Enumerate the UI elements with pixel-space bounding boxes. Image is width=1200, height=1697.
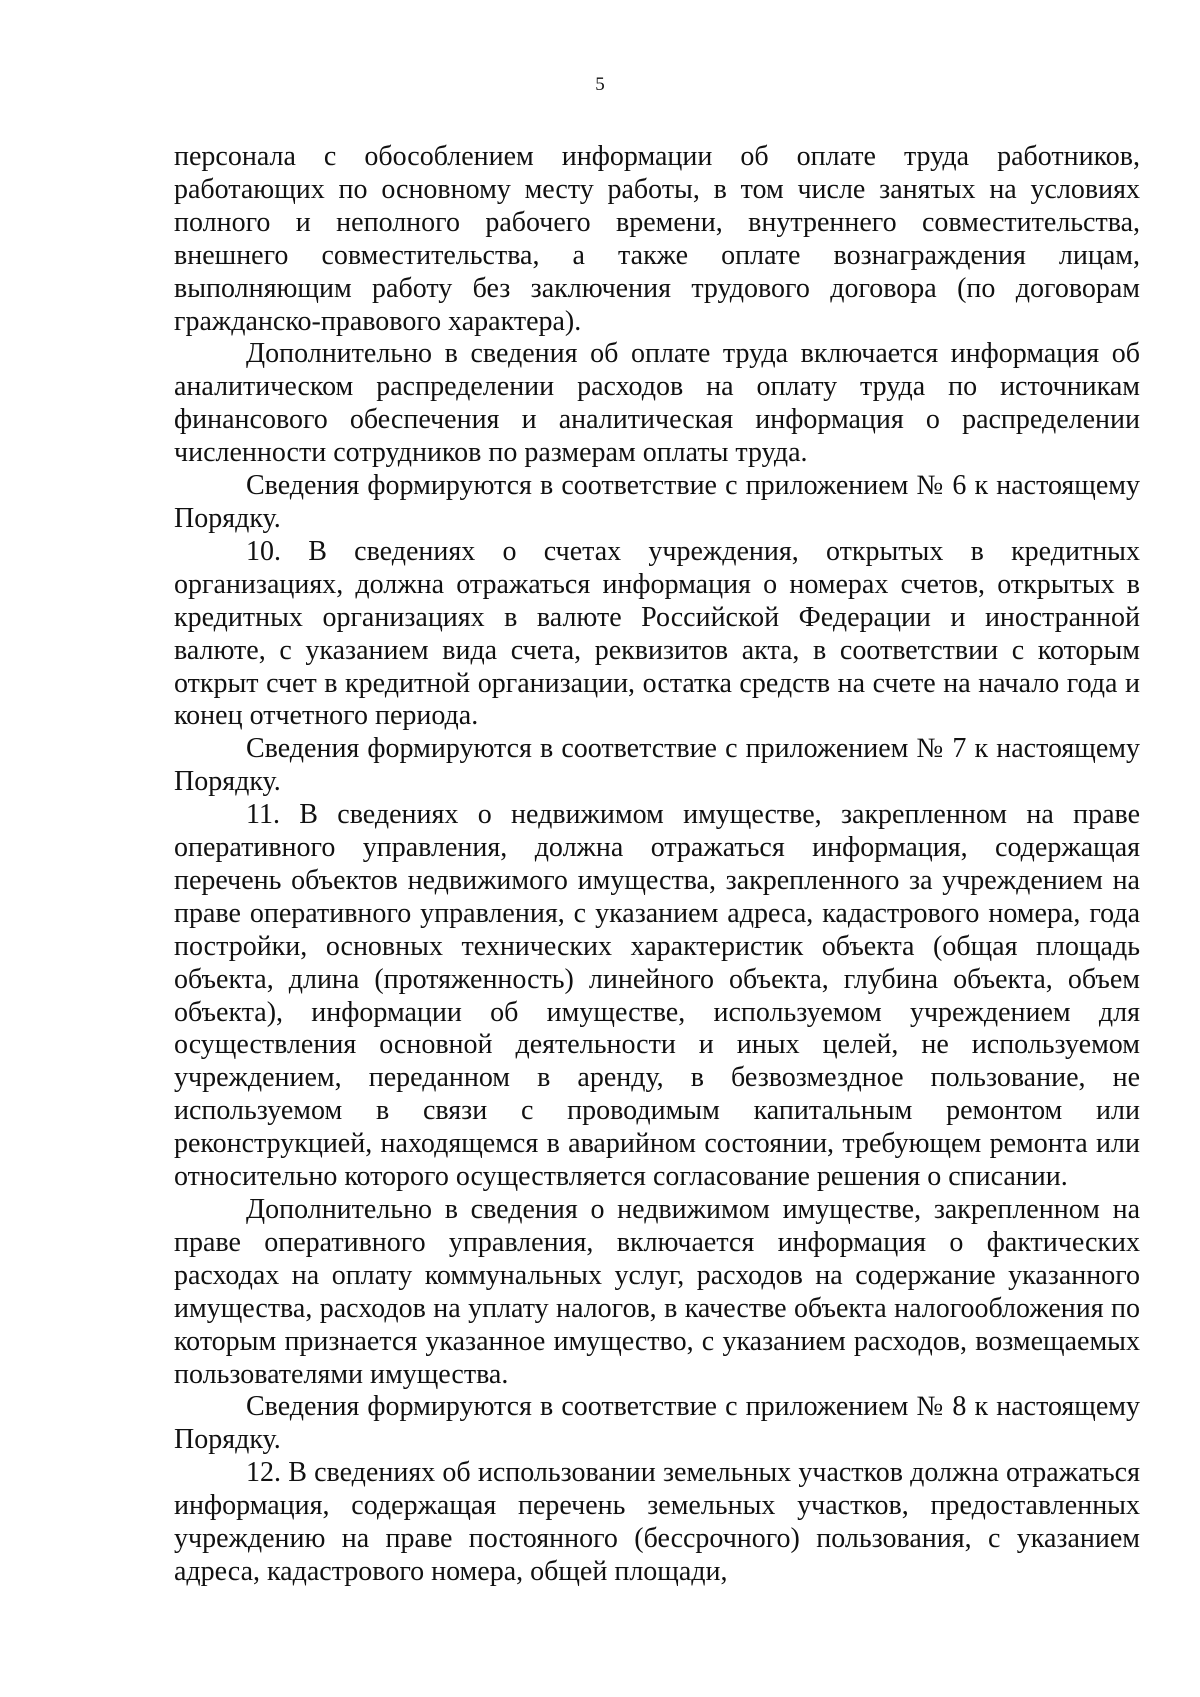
paragraph: Сведения формируются в соответствие с приложением № 7 к настоящему Порядку. [174,733,1140,798]
paragraph: Сведения формируются в соответствие с приложением № 6 к настоящему Порядку. [174,470,1140,534]
paragraph-item-10: 10. В сведениях о счетах учреждения, открытых в кредитных организациях, должна отражаться информация о номерах счетов, открытых в кредитных организациях в валюте Российской Федерации и иностранной валюте, с указанием вида счета, реквизитов акта, в соответствии с которым открыт счет в кредитной организации, остатка средств на счете на начало года и конец отчетного периода. [174,535,1140,732]
paragraph-item-12: 12. В сведениях об использовании земельных участков должна отражаться информация, содержащая перечень земельных участков, предоставленных учреждению на праве постоянного (бессрочного) пользования, с указанием адреса, кадастрового номера, общей площади, [174,1457,1140,1587]
paragraph: Дополнительно в сведения об оплате труда включается информация об аналитическом распределении расходов на оплату труда по источникам финансового обеспечения и аналитическая информация о распределении численности сотрудников по размерам оплаты труда. [174,338,1140,469]
document-body [174,141,1140,1589]
paragraph-continuation: персонала с обособлением информации об оплате труда работников, работающих по основному месту работы, в том числе занятых на условиях полного и неполного рабочего времени, внутреннего совместительства, внешнего совместительства, а также оплате вознаграждения лицам, выполняющим работу без заключения трудового договора (по договорам гражданско-правового характера). [174,141,1140,337]
paragraph: Дополнительно в сведения о недвижимом имуществе, закрепленном на праве оперативного управления, включается информация о фактических расходах на оплату коммунальных услуг, расходов на содержание указанного имущества, расходов на уплату налогов, в качестве объекта налогообложения по которым признается указанное имущество, с указанием расходов, возмещаемых пользователями имущества. [174,1194,1140,1390]
paragraph-item-11: 11. В сведениях о недвижимом имуществе, закрепленном на праве оперативного управления, должна отражаться информация, содержащая перечень объектов недвижимого имущества, закрепленного за учреждением на праве оперативного управления, с указанием адреса, кадастрового номера, года постройки, основных технических характеристик объекта (общая площадь объекта, длина (протяженность) линейного объекта, глубина объекта, объем объекта), информации об имуществе, используемом учреждением для осуществления основной деятельности и иных целей, не используемом учреждением, переданном в аренду, в безвозмездное пользование, не используемом в связи с проводимым капитальным ремонтом или реконструкцией, находящемся в аварийном состоянии, требующем ремонта или относительно которого осуществляется согласование решения о списании. [174,799,1140,1193]
page-number: 5 [595,74,605,95]
paragraph: Сведения формируются в соответствие с приложением № 8 к настоящему Порядку. [174,1391,1140,1456]
